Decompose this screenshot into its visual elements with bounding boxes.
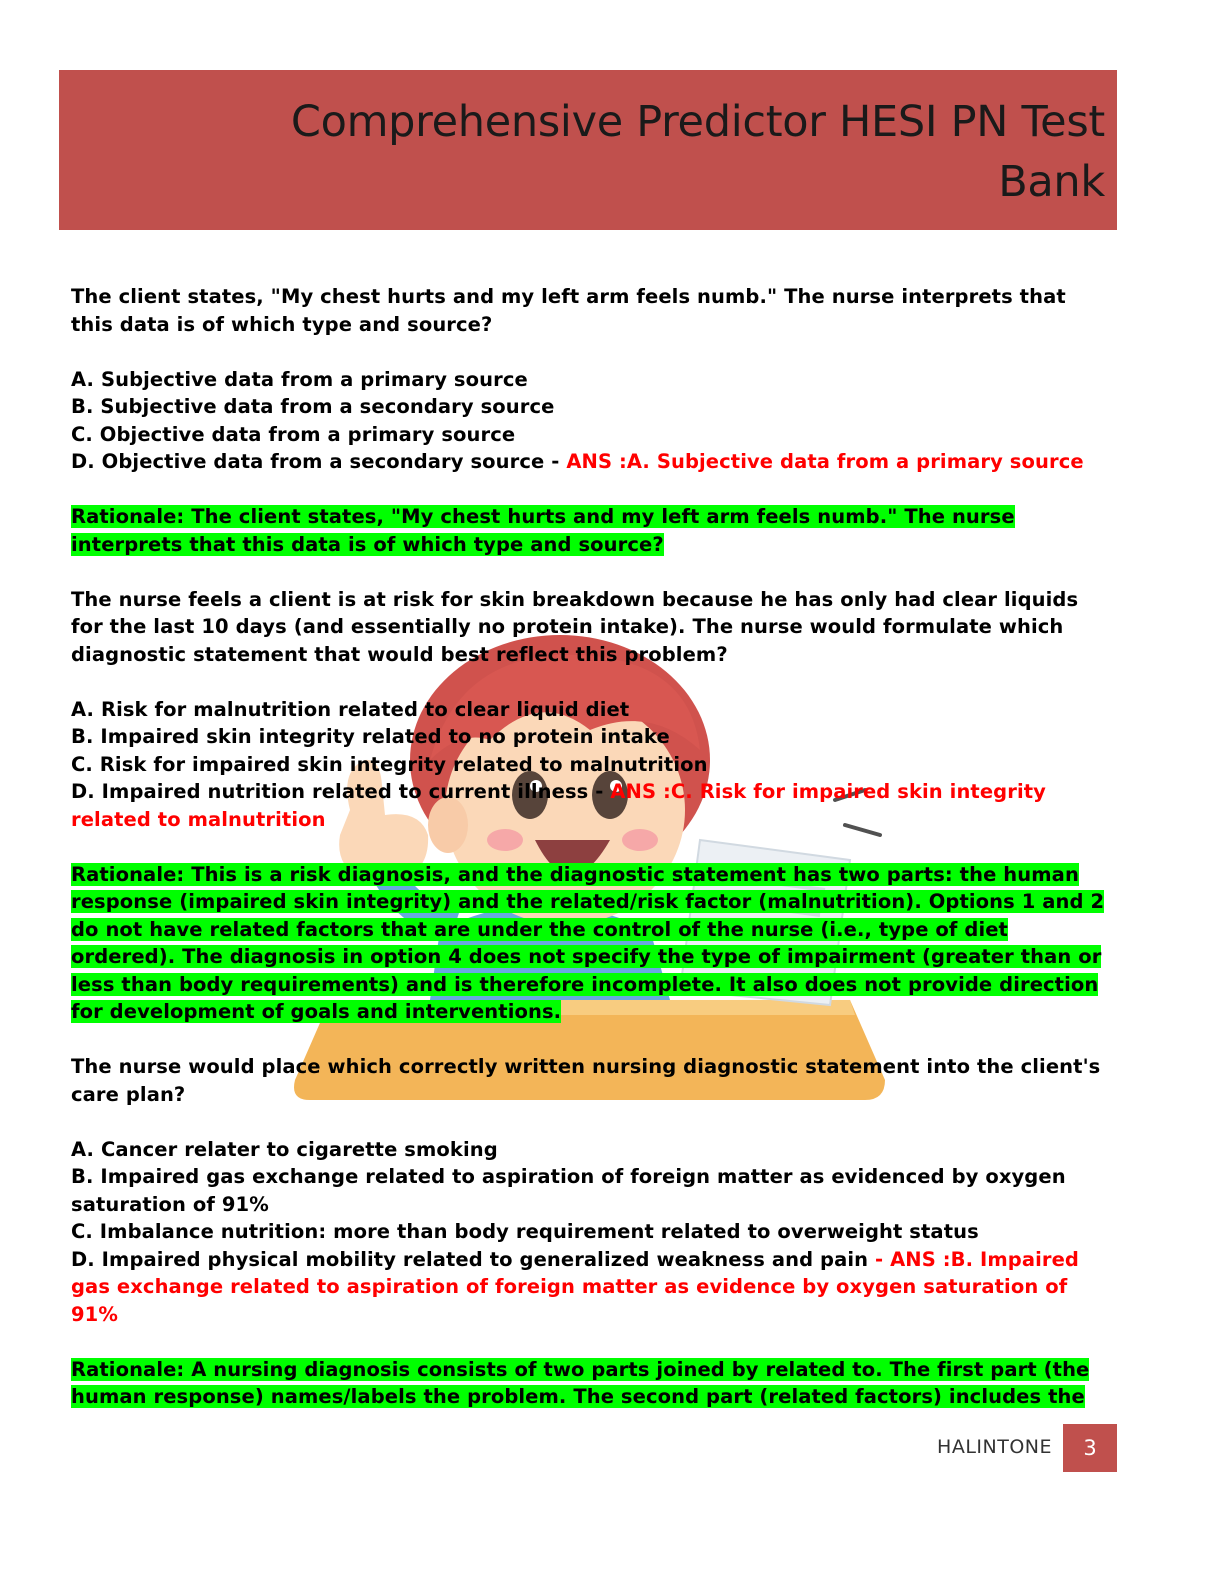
q1-rationale-line: interprets that this data is of which type and source? xyxy=(71,532,664,556)
page-number: 3 xyxy=(1063,1424,1117,1472)
q2-option-b: B. Impaired skin integrity related to no protein intake xyxy=(71,725,670,748)
q2-option-a: A. Risk for malnutrition related to clear liquid diet xyxy=(71,697,630,721)
q2-rationale xyxy=(71,861,1131,889)
q1-option-a: A. Subjective data from a primary source xyxy=(71,367,528,391)
q1-option-c: C. Objective data from a primary source xyxy=(71,422,516,446)
title-line-2: Bank xyxy=(998,157,1105,207)
q3-stem-line: The nurse would place which correctly written nursing diagnostic statement into the client's xyxy=(71,1055,1101,1078)
title-line-1: Comprehensive Predictor HESI PN Test xyxy=(290,97,1105,147)
q3-answer: - ANS :B. Impaired xyxy=(875,1247,1079,1271)
q1-stem-line: this data is of which type and source? xyxy=(71,312,493,336)
q1-option-d xyxy=(71,448,1131,476)
q1-option-b: B. Subjective data from a secondary source xyxy=(71,395,555,418)
q2-rationale-line: for development of goals and interventions. xyxy=(71,1000,562,1023)
footer-brand: HALINTONE xyxy=(937,1436,1052,1458)
q3-rationale xyxy=(71,1356,1131,1384)
q1-option-d-text: D. Objective data from a secondary source - xyxy=(71,450,567,473)
question-content xyxy=(71,283,1131,1411)
header-band xyxy=(59,70,1117,230)
q2-rationale-line: response (impaired skin integrity) and the related/risk factor (malnutrition). Options 1 and 2 xyxy=(71,890,1105,913)
q2-stem-line: for the last 10 days (and essentially no protein intake). The nurse would formulate which xyxy=(71,615,1064,638)
q3-stem-line: care plan? xyxy=(71,1082,186,1106)
q3-answer-continued: gas exchange related to aspiration of foreign matter as evidence by oxygen saturation of xyxy=(71,1275,1068,1298)
q2-rationale-line: do not have related factors that are under the control of the nurse (i.e., type of diet xyxy=(71,917,1008,941)
q2-answer-continued: related to malnutrition xyxy=(71,807,326,831)
q2-rationale-line: ordered). The diagnosis in option 4 does not specify the type of impairment (greater than or xyxy=(71,945,1102,968)
q3-answer-continued: 91% xyxy=(71,1302,118,1326)
document-title xyxy=(145,92,1105,212)
q2-option-c: C. Risk for impaired skin integrity related to malnutrition xyxy=(71,752,708,776)
q1-rationale xyxy=(71,503,1131,531)
q2-stem-line: The nurse feels a client is at risk for skin breakdown because he has only had clear liquids xyxy=(71,587,1079,611)
q2-answer: ANS :C. Risk for impaired skin integrity xyxy=(610,780,1046,803)
q1-rationale-line: Rationale: The client states, "My chest hurts and my left arm feels numb." The nurse xyxy=(71,505,1015,528)
q2-rationale-line: less than body requirements) and is therefore incomplete. It also does not provide direction xyxy=(71,972,1099,996)
q3-rationale-line: Rationale: A nursing diagnosis consists of two parts joined by related to. The first part (the xyxy=(71,1357,1090,1381)
q3-rationale-line: human response) names/labels the problem. The second part (related factors) includes the xyxy=(71,1385,1085,1408)
q3-option-b: B. Impaired gas exchange related to aspiration of foreign matter as evidenced by oxygen xyxy=(71,1165,1066,1188)
q2-stem-line: diagnostic statement that would best reflect this problem? xyxy=(71,642,728,666)
q1-stem-line: The client states, "My chest hurts and my left arm feels numb." The nurse interprets that xyxy=(71,285,1066,308)
q1-answer: ANS :A. Subjective data from a primary source xyxy=(566,450,1084,473)
q2-rationale-line: Rationale: This is a risk diagnosis, and the diagnostic statement has two parts: the human xyxy=(71,862,1079,886)
q2-option-d-text: D. Impaired nutrition related to current illness - xyxy=(71,780,611,803)
q3-option-b-continued: saturation of 91% xyxy=(71,1192,269,1216)
q3-option-a: A. Cancer relater to cigarette smoking xyxy=(71,1137,498,1161)
q3-option-c: C. Imbalance nutrition: more than body requirement related to overweight status xyxy=(71,1220,979,1243)
q3-option-d xyxy=(71,1246,1131,1274)
q3-option-d-text: D. Impaired physical mobility related to generalized weakness and pain xyxy=(71,1247,876,1271)
q2-option-d xyxy=(71,778,1131,806)
